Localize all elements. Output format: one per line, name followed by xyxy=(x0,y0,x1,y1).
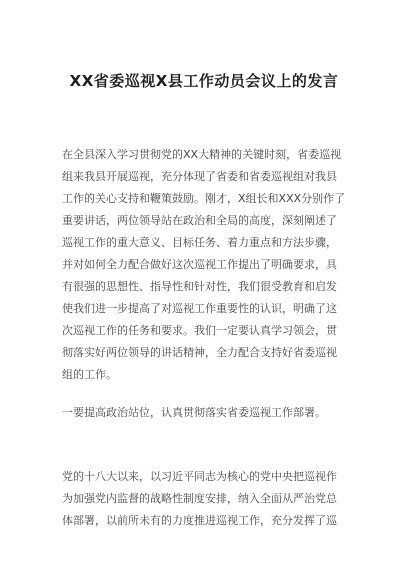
paragraph-heading-point-one xyxy=(62,402,354,424)
paragraph-body xyxy=(62,466,354,532)
text-line: 彻落实好两位领导的讲话精神，全力配合支持好省委巡视 xyxy=(62,346,337,359)
text-line: 在全县深入学习贯彻党的XX大精神的关键时刻，省委巡视 xyxy=(62,148,342,161)
text-line: 体部署，以前所未有的力度推进巡视工作，充分发挥了巡 xyxy=(62,514,337,527)
text-line: 党的十八大以来，以习近平同志为核心的党中央把巡视作 xyxy=(62,470,337,483)
text-line: 一要提高政治站位，认真贯彻落实省委巡视工作部署。 xyxy=(62,406,326,419)
text-line: 并对如何全力配合做好这次巡视工作提出了明确要求，具 xyxy=(62,258,337,271)
text-line: 有很强的思想性、指导性和针对性，我们很受教育和启发 xyxy=(62,280,337,293)
text-line: 巡视工作的重大意义、目标任务、着力重点和方法步骤， xyxy=(62,236,337,249)
text-line: 使我们进一步提高了对巡视工作重要性的认识，明确了这 xyxy=(62,302,337,315)
paragraph-intro xyxy=(62,144,354,386)
text-line: 重要讲话，两位领导站在政治和全局的高度，深刻阐述了 xyxy=(62,214,337,227)
text-line: 次巡视工作的任务和要求。我们一定要认真学习领会，贯 xyxy=(62,324,337,337)
document-title: XX省委巡视X县工作动员会议上的发言 xyxy=(69,72,339,90)
text-line: 组的工作。 xyxy=(62,368,117,381)
text-line: 组来我县开展巡视，充分体现了省委和省委巡视组对我县 xyxy=(62,170,337,183)
text-line: 为加强党内监督的战略性制度安排，纳入全面从严治党总 xyxy=(62,492,337,505)
text-line: 工作的关心支持和鞭策鼓励。刚才，X组长和XXX分别作了 xyxy=(62,192,346,205)
